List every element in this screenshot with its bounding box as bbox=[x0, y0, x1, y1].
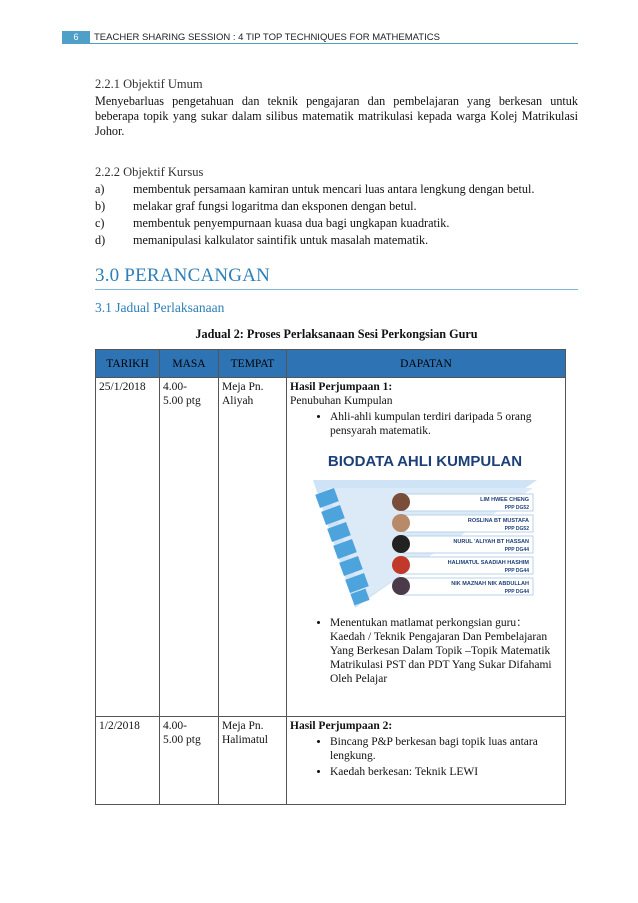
cell-dapatan bbox=[287, 717, 566, 805]
member-card bbox=[392, 493, 533, 511]
schedule-table bbox=[95, 349, 566, 805]
header-rule bbox=[90, 43, 578, 44]
member-card bbox=[392, 556, 533, 574]
svg-text:ROSLINA BT MUSTAFA: ROSLINA BT MUSTAFA bbox=[467, 518, 529, 524]
cell-masa: 4.00- 5.00 ptg bbox=[160, 717, 219, 805]
cell-tarikh: 25/1/2018 bbox=[96, 378, 160, 717]
cell-tarikh: 1/2/2018 bbox=[96, 717, 160, 805]
header-title: TEACHER SHARING SESSION : 4 TIP TOP TECHNIQUES FOR MATHEMATICS bbox=[94, 32, 440, 43]
svg-text:PPP DG44: PPP DG44 bbox=[504, 547, 529, 553]
cell-dapatan bbox=[287, 378, 566, 717]
cell-tempat: Meja Pn. Aliyah bbox=[219, 378, 287, 717]
member-card bbox=[392, 577, 533, 595]
table-header-row bbox=[96, 350, 566, 378]
member-card bbox=[392, 514, 533, 532]
dapatan-list bbox=[290, 735, 562, 779]
biodata-group-image bbox=[305, 448, 545, 608]
col-header-tempat: TEMPAT bbox=[219, 350, 287, 378]
section-heading-perancangan: 3.0 PERANCANGAN bbox=[95, 265, 271, 286]
dapatan-subtitle: Penubuhan Kumpulan bbox=[290, 395, 393, 407]
svg-text:PPP DG52: PPP DG52 bbox=[504, 505, 529, 511]
svg-text:PPP DG44: PPP DG44 bbox=[504, 589, 529, 595]
col-header-dapatan: DAPATAN bbox=[287, 350, 566, 378]
col-header-tarikh: TARIKH bbox=[96, 350, 160, 378]
svg-text:PPP DG52: PPP DG52 bbox=[504, 526, 529, 532]
biodata-title: BIODATA AHLI KUMPULAN bbox=[327, 453, 523, 470]
svg-text:NURUL 'ALIYAH BT HASSAN: NURUL 'ALIYAH BT HASSAN bbox=[453, 539, 529, 545]
dapatan-title: Hasil Perjumpaan 2: bbox=[290, 720, 393, 732]
member-card bbox=[392, 535, 533, 553]
svg-text:LIM HWEE CHENG: LIM HWEE CHENG bbox=[480, 497, 529, 503]
cell-masa: 4.00- 5.00 ptg bbox=[160, 378, 219, 717]
col-header-masa: MASA bbox=[160, 350, 219, 378]
table-row bbox=[96, 717, 566, 805]
svg-text:NIK MAZNAH NIK ABDULLAH: NIK MAZNAH NIK ABDULLAH bbox=[451, 581, 529, 587]
section-rule bbox=[95, 289, 578, 290]
subsection-heading-jadual: 3.1 Jadual Perlaksanaan bbox=[95, 300, 225, 315]
table-caption: Jadual 2: Proses Perlaksanaan Sesi Perkongsian Guru bbox=[195, 327, 478, 341]
dapatan-title: Hasil Perjumpaan 1: bbox=[290, 381, 393, 393]
dapatan-list bbox=[290, 616, 562, 686]
list-item: • Ahli-ahli kumpulan terdiri daripada 5 orang pensyarah matematik. bbox=[330, 410, 562, 438]
svg-text:HALIMATUL SAADIAH HASHIM: HALIMATUL SAADIAH HASHIM bbox=[447, 560, 529, 566]
cell-tempat: Meja Pn. Halimatul bbox=[219, 717, 287, 805]
objektif-umum-text: Menyebarluas pengetahuan dan teknik pengajaran dan pembelajaran yang berkesan untuk beberapa topik yang sukar dalam silibus matematik matrikulasi kepada warga Kolej Matrikulasi Johor. bbox=[95, 94, 578, 138]
list-item: • Menentukan matlamat perkongsian guru： Kaedah / Teknik Pengajaran Dan Pembelajaran Yang Berkesan Dalam Topik –Topik Matematik Matrikulasi PST dan PDT Yang Sukar Difahami Oleh Pelajar bbox=[330, 616, 562, 686]
list-item: • Kaedah berkesan: Teknik LEWI bbox=[330, 765, 562, 779]
member-list bbox=[392, 493, 533, 595]
page-number: 6 bbox=[62, 31, 90, 44]
dapatan-list bbox=[290, 410, 562, 438]
list-item: • Bincang P&P berkesan bagi topik luas antara lengkung. bbox=[330, 735, 562, 763]
objektif-kursus-heading: 2.2.2 Objektif Kursus bbox=[95, 165, 204, 179]
table-row bbox=[96, 378, 566, 717]
objektif-umum-heading: 2.2.1 Objektif Umum bbox=[95, 77, 203, 91]
svg-text:PPP DG44: PPP DG44 bbox=[504, 568, 529, 574]
page-header bbox=[62, 31, 578, 44]
